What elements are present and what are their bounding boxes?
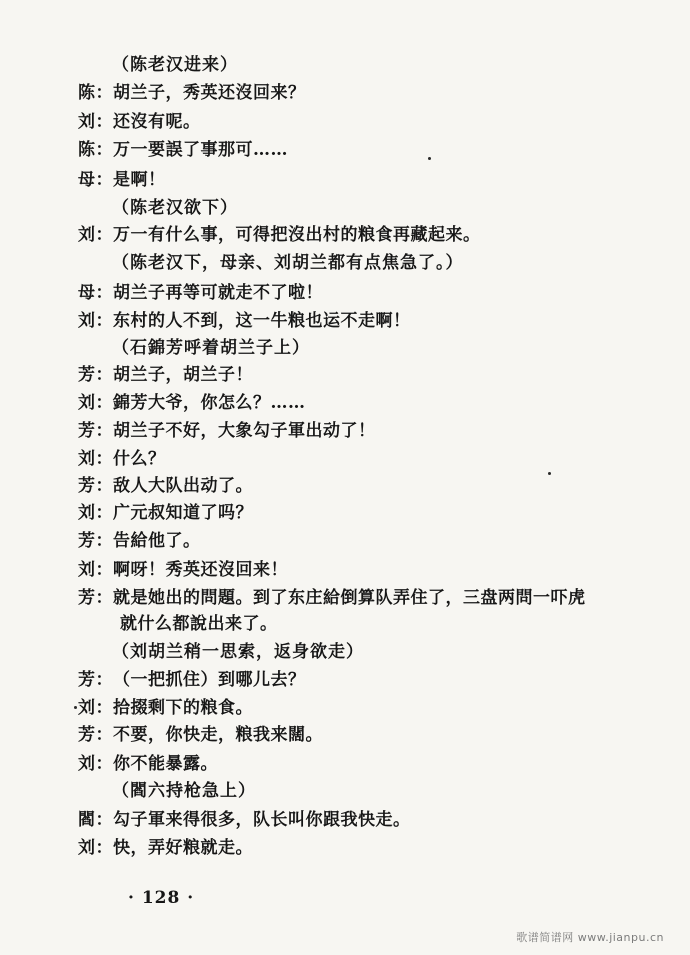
dialogue-line xyxy=(78,753,218,775)
stage-direction xyxy=(112,197,238,219)
speaker-name: 芳： xyxy=(78,588,113,608)
stage-direction xyxy=(112,780,256,802)
dialogue-text: 啊呀！秀英还沒回来！ xyxy=(113,560,288,580)
dialogue-text: 不要，你快走，粮我来闊。 xyxy=(113,725,323,745)
speaker-name: 刘： xyxy=(78,225,113,245)
speaker-name: 芳： xyxy=(78,725,113,745)
dialogue-text: 就是她出的問題。到了东庄給倒算队弄住了，三盘两問一吓虎 xyxy=(113,588,586,608)
dialogue-text: 勾子軍来得很多，队长叫你跟我快走。 xyxy=(113,810,411,830)
stage-direction xyxy=(112,337,310,359)
speaker-name: 芳： xyxy=(78,365,113,385)
dialogue-line xyxy=(78,420,376,442)
speaker-name: 陈： xyxy=(78,140,113,160)
speaker-name: 刘： xyxy=(78,560,113,580)
stage-direction xyxy=(112,54,238,76)
dialogue-line xyxy=(78,669,306,691)
dialogue-text: 你不能暴露。 xyxy=(113,754,218,774)
dialogue-text: 万一要誤了事那可…… xyxy=(113,140,288,160)
dialogue-text: 什么？ xyxy=(113,449,166,469)
stage-direction-text: （石錦芳呼着胡兰子上） xyxy=(112,338,310,358)
speaker-name: 閻： xyxy=(78,810,113,830)
dialogue-line xyxy=(78,139,288,161)
dialogue-line xyxy=(78,475,253,497)
speaker-name: 母： xyxy=(78,283,113,303)
dialogue-line xyxy=(78,364,253,386)
dialogue-continuation xyxy=(120,613,278,635)
dialogue-line xyxy=(78,530,201,552)
speaker-name: 母： xyxy=(78,170,113,190)
page-number: · 128 · xyxy=(128,888,195,908)
speaker-name: 刘： xyxy=(78,503,113,523)
dialogue-line xyxy=(78,224,481,246)
dialogue-text: 是啊！ xyxy=(113,170,166,190)
print-speck xyxy=(548,472,551,475)
speaker-name: 刘： xyxy=(78,698,113,718)
dialogue-text: 胡兰子，秀英还沒回来？ xyxy=(113,83,306,103)
dialogue-line xyxy=(78,724,323,746)
print-speck xyxy=(74,706,77,709)
speaker-name: 芳： xyxy=(78,670,113,690)
dialogue-text: 万一有什么事，可得把沒出村的粮食再藏起来。 xyxy=(113,225,481,245)
speaker-name: 刘： xyxy=(78,838,113,858)
dialogue-text: （一把抓住）到哪儿去？ xyxy=(113,670,306,690)
stage-direction-text: （刘胡兰稍一思索，返身欲走） xyxy=(112,642,364,662)
dialogue-line xyxy=(78,697,253,719)
dialogue-text: 快，弄好粮就走。 xyxy=(113,838,253,858)
dialogue-text: 錦芳大爷，你怎么？…… xyxy=(113,393,306,413)
dialogue-line xyxy=(78,310,411,332)
dialogue-line xyxy=(78,502,253,524)
speaker-name: 刘： xyxy=(78,393,113,413)
dialogue-line xyxy=(78,111,201,133)
stage-direction-text: （陈老汉下，母亲、刘胡兰都有点焦急了。） xyxy=(112,253,464,273)
speaker-name: 芳： xyxy=(78,531,113,551)
speaker-name: 刘： xyxy=(78,311,113,331)
dialogue-line xyxy=(78,392,306,414)
dialogue-text: 胡兰子，胡兰子！ xyxy=(113,365,253,385)
speaker-name: 陈： xyxy=(78,83,113,103)
speaker-name: 芳： xyxy=(78,421,113,441)
stage-direction-text: （陈老汉欲下） xyxy=(112,198,238,218)
dialogue-line xyxy=(78,837,253,859)
speaker-name: 刘： xyxy=(78,112,113,132)
dialogue-line xyxy=(78,169,166,191)
speaker-name: 刘： xyxy=(78,754,113,774)
dialogue-text: 拾掇剩下的粮食。 xyxy=(113,698,253,718)
site-watermark: 歌谱简谱网 www.jianpu.cn xyxy=(516,931,664,944)
dialogue-line xyxy=(78,587,586,609)
print-speck xyxy=(428,157,431,160)
dialogue-line xyxy=(78,559,288,581)
dialogue-text: 还沒有呢。 xyxy=(113,112,201,132)
dialogue-text: 告給他了。 xyxy=(113,531,201,551)
dialogue-text: 敌人大队出动了。 xyxy=(113,476,253,496)
dialogue-text: 就什么都說出来了。 xyxy=(120,614,278,634)
dialogue-line xyxy=(78,809,411,831)
dialogue-text: 东村的人不到，这一牛粮也运不走啊！ xyxy=(113,311,411,331)
stage-direction xyxy=(112,641,364,663)
stage-direction xyxy=(112,252,464,274)
dialogue-text: 胡兰子再等可就走不了啦！ xyxy=(113,283,323,303)
dialogue-text: 广元叔知道了吗？ xyxy=(113,503,253,523)
speaker-name: 刘： xyxy=(78,449,113,469)
stage-direction-text: （陈老汉进来） xyxy=(112,55,238,75)
speaker-name: 芳： xyxy=(78,476,113,496)
dialogue-text: 胡兰子不好，大象勾子軍出动了！ xyxy=(113,421,376,441)
dialogue-line xyxy=(78,82,306,104)
stage-direction-text: （閻六持枪急上） xyxy=(112,781,256,801)
dialogue-line xyxy=(78,448,166,470)
dialogue-line xyxy=(78,282,323,304)
